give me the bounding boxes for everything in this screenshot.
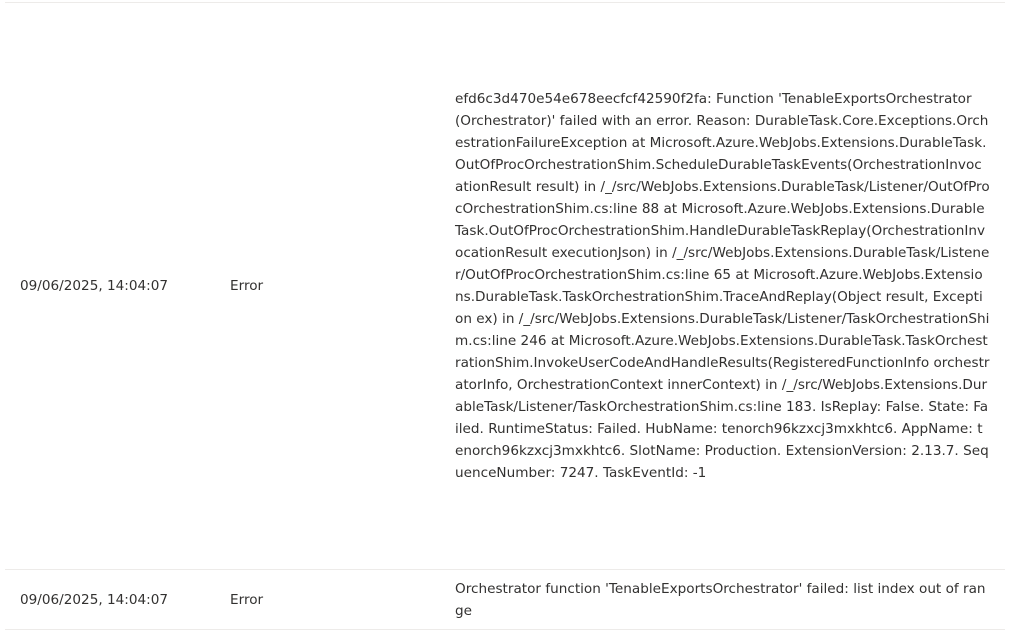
timestamp-cell: 09/06/2025, 14:04:07 — [20, 278, 169, 294]
message-cell: efd6c3d470e54e678eecfcf42590f2fa: Function 'TenableExportsOrchestrator (Orchestrator)' failed with an error. Reason: DurableTask.Core.Exceptions.OrchestrationFailureException at Microsoft.Azure.WebJobs.Extensions.DurableTask.OutOfProcOrchestrationShim.ScheduleDurableTaskEvents(OrchestrationInvocationResult result) in /_/src/WebJobs.Extensions.DurableTask/Listener/OutOfProcOrchestrationShim.cs:line 88 at Microsoft.Azure.WebJobs.Extensions.DurableTask.OutOfProcOrchestrationShim.HandleDurableTaskReplay(OrchestrationInvocationResult executionJson) in /_/src/WebJobs.Extensions.DurableTask/Listener/OutOfProcOrchestrationShim.cs:line 65 at Microsoft.Azure.WebJobs.Extensions.DurableTask.TaskOrchestrationShim.TraceAndReplay(Object result, Exception ex) in /_/src/WebJobs.Extensions.DurableTask/Listener/TaskOrchestrationShim.cs:line 246 at Microsoft.Azure.WebJobs.Extensions.DurableTask.TaskOrchestrationShim.InvokeUserCodeAndHandleResults(RegisteredFunctionInfo orchestratorInfo, OrchestrationContext innerContext) in /_/src/WebJobs.Extensions.DurableTask/Listener/TaskOrchestrationShim.cs:line 183. IsReplay: False. State: Failed. RuntimeStatus: Failed. HubName: tenorch96kzxcj3mxkhtc6. AppName: tenorch96kzxcj3mxkhtc6. SlotName: Production. ExtensionVersion: 2.13.7. SequenceNumber: 7247. TaskEventId: -1 — [455, 91, 990, 481]
log-table — [5, 2, 1005, 630]
severity-level-cell: Error — [230, 278, 264, 294]
table-row[interactable] — [5, 3, 1005, 570]
severity-level-cell: Error — [230, 591, 264, 608]
timestamp-cell: 09/06/2025, 14:04:07 — [20, 591, 169, 608]
table-row[interactable] — [5, 570, 1005, 630]
message-cell: Orchestrator function 'TenableExportsOrchestrator' failed: list index out of range — [455, 580, 986, 619]
